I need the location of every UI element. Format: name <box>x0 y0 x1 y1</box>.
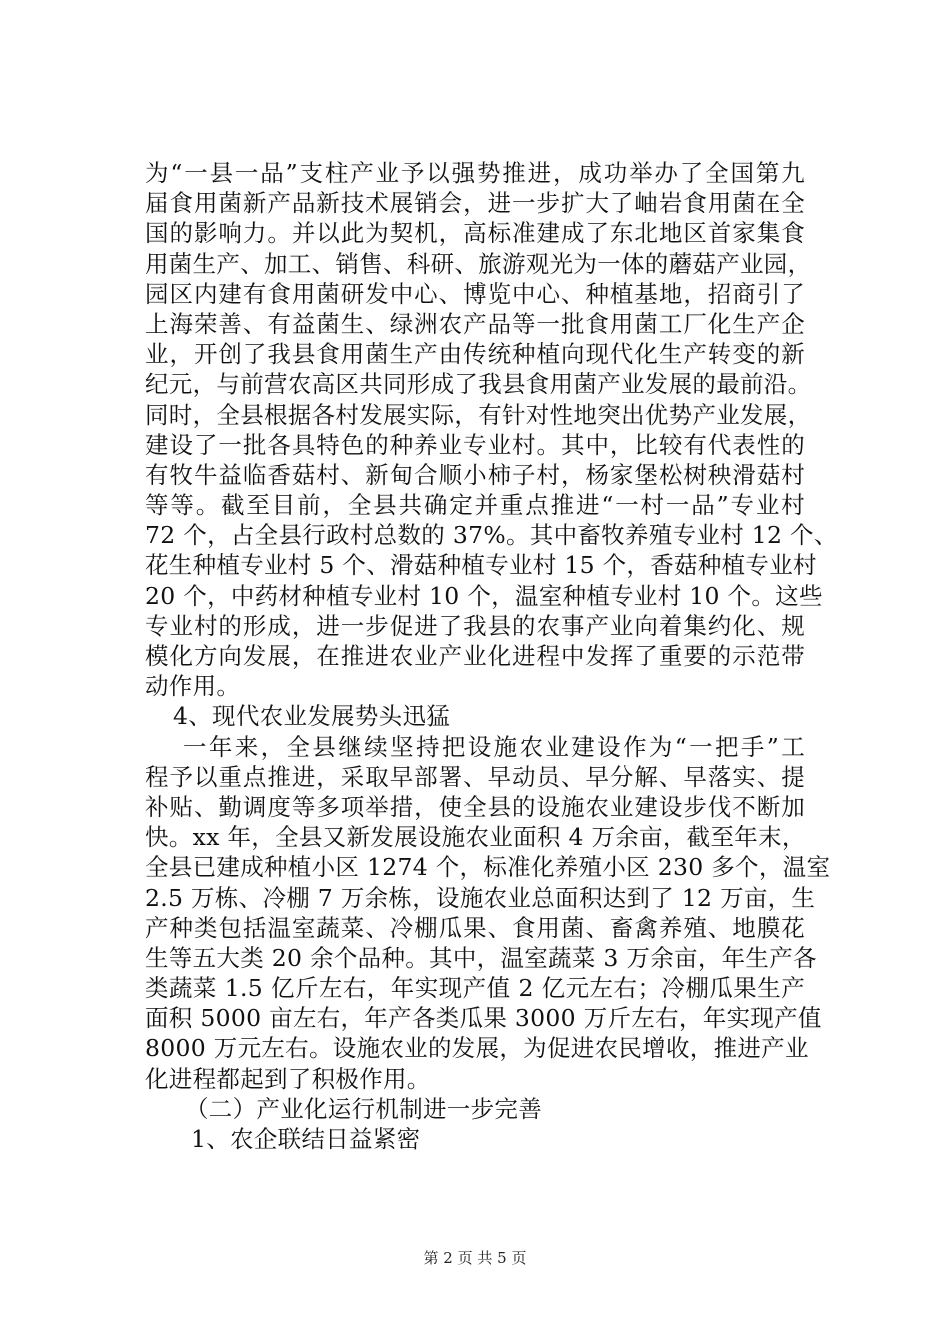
subsection-heading: 1、农企联结日益紧密 <box>191 1125 421 1153</box>
text-line: 建设了一批各具特色的种养业专业村。其中，比较有代表性的 <box>145 430 805 459</box>
text-line: 等等。截至目前，全县共确定并重点推进“一村一品”专业村 <box>145 491 805 520</box>
text-line: 届食用菌新产品新技术展销会，进一步扩大了岫岩食用菌在全 <box>145 189 805 218</box>
text-line: 程予以重点推进，采取早部署、早动员、早分解、早落实、提 <box>145 762 805 791</box>
paragraph-one-village-one-product <box>145 158 838 701</box>
section-heading: （二）产业化运行机制进一步完善 <box>185 1094 542 1123</box>
text-line: 化进程都起到了积极作用。 <box>145 1064 431 1093</box>
text-line: 一年来，全县继续坚持把设施农业建设作为“一把手”工 <box>183 732 805 761</box>
text-line: 上海荣善、有益菌生、绿洲农产品等一批食用菌工厂化生产企 <box>145 309 805 338</box>
text-line: 面积 5000 亩左右，年产各类瓜果 3000 万斤左右，年实现产值 <box>145 1004 822 1033</box>
text-line: 类蔬菜 1.5 亿斤左右，年实现产值 2 亿元左右；冷棚瓜果生产 <box>145 974 805 1003</box>
text-line: 补贴、勤调度等多项举措，使全县的设施农业建设步伐不断加 <box>145 792 805 821</box>
text-line: 72 个，占全县行政村总数的 37%。其中畜牧养殖专业村 12 个、 <box>145 521 838 550</box>
text-line: 花生种植专业村 5 个、滑菇种植专业村 15 个，香菇种植专业村 <box>145 551 817 580</box>
text-line: 快。xx 年，全县又新发展设施农业面积 4 万余亩，截至年末， <box>145 823 806 852</box>
text-line: 2.5 万栋、冷棚 7 万余栋，设施农业总面积达到了 12 万亩，生 <box>145 883 816 912</box>
text-line: 产种类包括温室蔬菜、冷棚瓜果、食用菌、畜禽养殖、地膜花 <box>145 913 805 942</box>
text-line: 20 个，中药材种植专业村 10 个，温室种植专业村 10 个。这些 <box>145 581 823 610</box>
text-line: 全县已建成种植小区 1274 个，标准化养殖小区 230 多个，温室 <box>145 853 831 882</box>
text-line: 用菌生产、加工、销售、科研、旅游观光为一体的蘑菇产业园， <box>145 249 812 278</box>
text-line: 动作用。 <box>145 672 241 701</box>
paragraph-modern-agriculture <box>145 732 831 1094</box>
text-line: 专业村的形成，进一步促进了我县的农事产业向着集约化、规 <box>145 611 805 640</box>
text-line: 业，开创了我县食用菌生产由传统种植向现代化生产转变的新 <box>145 340 805 369</box>
text-line: 同时，全县根据各村发展实际，有针对性地突出优势产业发展， <box>145 400 812 429</box>
text-line: 为“一县一品”支柱产业予以强势推进，成功举办了全国第九 <box>145 159 805 187</box>
text-line: 国的影响力。并以此为契机，高标准建成了东北地区首家集食 <box>145 219 805 248</box>
text-line: 模化方向发展，在推进农业产业化进程中发挥了重要的示范带 <box>145 642 805 670</box>
text-line: 纪元，与前营农高区共同形成了我县食用菌产业发展的最前沿。 <box>145 370 812 399</box>
text-line: 有牧牛益临香菇村、新甸合顺小柿子村，杨家堡松树秧滑菇村 <box>145 460 805 489</box>
text-line: 8000 万元左右。设施农业的发展，为促进农民增收，推进产业 <box>145 1034 809 1063</box>
text-line: 园区内建有食用菌研发中心、博览中心、种植基地，招商引了 <box>145 279 805 308</box>
section-heading: 4、现代农业发展势头迅猛 <box>173 702 451 731</box>
text-line: 生等五大类 20 余个品种。其中，温室蔬菜 3 万余亩，年生产各 <box>145 943 817 972</box>
document-body <box>145 158 838 1154</box>
page-number: 第 2 页 共 5 页 <box>423 1249 527 1267</box>
